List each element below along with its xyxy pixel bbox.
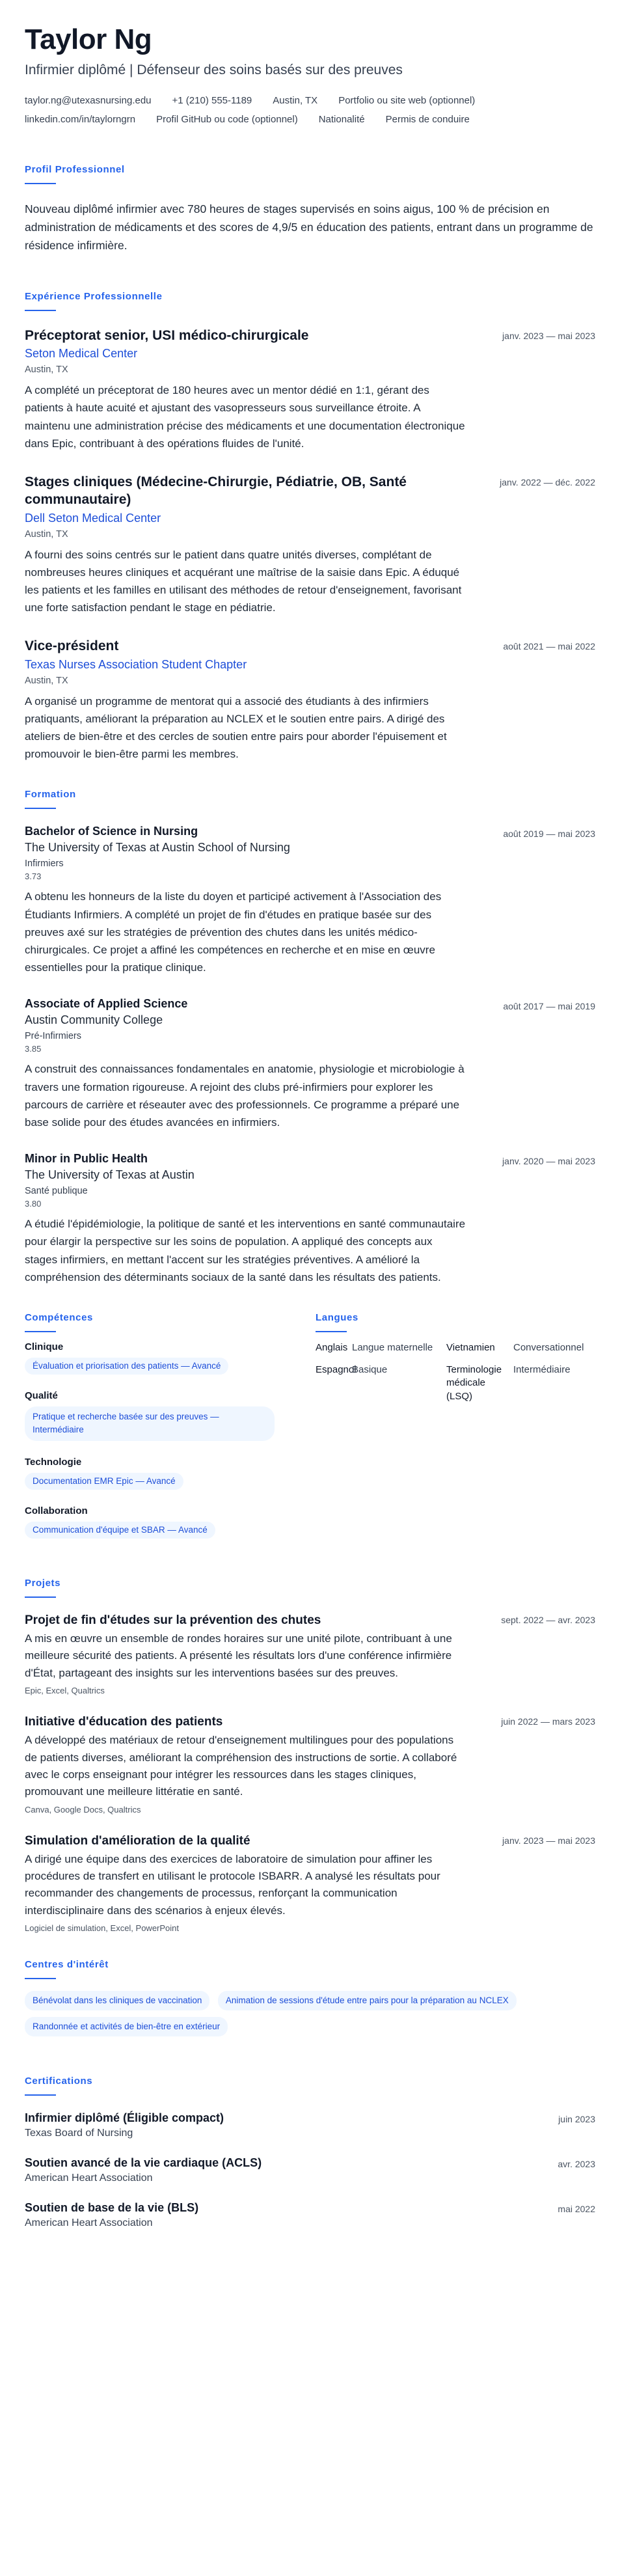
section-divider <box>25 1331 56 1332</box>
school-name: Austin Community College <box>25 1013 163 1027</box>
contact-list <box>25 95 558 125</box>
education-dates: janv. 2020 — mai 2023 <box>502 1156 595 1167</box>
skill-chip: Pratique et recherche basée sur des preuves — Intermédiaire <box>25 1406 275 1441</box>
section-divider <box>25 2094 56 2096</box>
employer-link[interactable]: Seton Medical Center <box>25 347 138 361</box>
section-divider <box>316 1331 347 1332</box>
degree-title: Associate of Applied Science <box>25 997 188 1011</box>
contact-phone[interactable]: +1 (210) 555-1189 <box>172 95 252 106</box>
experience-entry <box>25 473 595 616</box>
study-area: Santé publique <box>25 1186 88 1197</box>
profile-text: Nouveau diplômé infirmier avec 780 heures de stages supervisés en soins aigus, 100 % de précision en administration de médicaments et des scores de 4,9/5 en éducation des patients, entrant dans un programme de résidence infirmière. <box>25 202 593 252</box>
contact-driving-license: Permis de conduire <box>385 114 470 125</box>
certification-name: Infirmier diplômé (Éligible compact) <box>25 2111 224 2125</box>
project-entry <box>25 1613 595 1695</box>
job-dates: janv. 2022 — déc. 2022 <box>500 477 595 488</box>
job-dates: janv. 2023 — mai 2023 <box>502 331 595 341</box>
language-level: Conversationnel <box>513 1341 584 1353</box>
contact-portfolio[interactable]: Portfolio ou site web (optionnel) <box>338 95 476 106</box>
job-title: Préceptorat senior, USI médico-chirurgicale <box>25 328 309 343</box>
experience-entry <box>25 637 595 763</box>
profile-section <box>25 164 595 254</box>
projects-section <box>25 1578 595 1933</box>
certification-issuer: Texas Board of Nursing <box>25 2128 133 2139</box>
study-area: Infirmiers <box>25 858 64 870</box>
job-location: Austin, TX <box>25 528 68 540</box>
language-row <box>316 1363 595 1403</box>
certification-issuer: American Heart Association <box>25 2217 153 2229</box>
section-title: Langues <box>316 1311 358 1323</box>
certification-date: mai 2022 <box>558 2204 595 2215</box>
certification-name: Soutien de base de la vie (BLS) <box>25 2201 199 2215</box>
education-dates: août 2017 — mai 2019 <box>503 1001 595 1012</box>
job-description: A complété un préceptorat de 180 heures avec un mentor dédié en 1:1, gérant des patients à haute acuité et ajustant des vasopresseurs sous surveillance étroite. A maintenu une administration précise des médicaments et une documentation électronique dans Epic, contribuant à des opérations fluides de l'unité. <box>25 384 465 450</box>
education-dates: août 2019 — mai 2023 <box>503 829 595 840</box>
certification-name: Soutien avancé de la vie cardiaque (ACLS) <box>25 2156 262 2170</box>
section-divider <box>25 310 56 311</box>
skills-section <box>25 1312 298 1545</box>
skill-chip: Communication d'équipe et SBAR — Avancé <box>25 1522 215 1539</box>
contact-location: Austin, TX <box>273 95 318 106</box>
certification-date: juin 2023 <box>558 2114 595 2125</box>
interest-chip: Bénévolat dans les cliniques de vaccination <box>25 1991 209 2010</box>
project-title: Projet de fin d'études sur la prévention des chutes <box>25 1613 321 1628</box>
project-description: A mis en œuvre un ensemble de rondes horaires sur une unité pilote, contribuant à une meilleure sécurité des patients. A présenté les résultats lors d'une conférence infirmière d'État, partageant des insights sur les interventions basées sur des preuves. <box>25 1632 452 1679</box>
section-title: Compétences <box>25 1311 93 1323</box>
degree-title: Minor in Public Health <box>25 1152 148 1166</box>
project-description: A dirigé une équipe dans des exercices de laboratoire de simulation pour affiner les procédures de transfert en utilisant le protocole ISBARR. A analysé les résultats pour recommander des changements de processus, renforçant la communication interdisciplinaire dans des scénarios à enjeux élevés. <box>25 1852 440 1917</box>
gpa-value: 3.85 <box>25 1044 42 1054</box>
contact-nationality: Nationalité <box>318 114 365 125</box>
education-entry <box>25 825 595 976</box>
certification-entry <box>25 2111 595 2139</box>
section-divider <box>25 183 56 184</box>
interests-section <box>25 1959 595 2044</box>
job-location: Austin, TX <box>25 675 68 686</box>
education-description: A construit des connaissances fondamentales en anatomie, physiologie et microbiologie à travers une formation rigoureuse. A rejoint des clubs pré-infirmiers pour explorer les parcours de carrière et réseauter avec des professionnels. Ce programme a préparé une base solide pour des études avancées en infirmiers. <box>25 1063 465 1129</box>
project-description: A développé des matériaux de retour d'enseignement multilingues pour des populations de patients diverses, améliorant la compréhension des instructions de sortie. A collaboré avec le corps enseignant pour intégrer les ressources dans les stages cliniques, promouvant une meilleure littératie en santé. <box>25 1734 457 1798</box>
education-entry <box>25 997 595 1131</box>
certification-entry <box>25 2156 595 2184</box>
certification-date: avr. 2023 <box>558 2159 595 2170</box>
section-title: Profil Professionnel <box>25 164 125 175</box>
contact-linkedin[interactable]: linkedin.com/in/taylorngrn <box>25 114 136 125</box>
gpa-value: 3.80 <box>25 1199 42 1209</box>
language-level: Intermédiaire <box>513 1364 571 1376</box>
experience-entry <box>25 327 595 452</box>
skill-group-title: Collaboration <box>25 1505 88 1516</box>
certifications-section <box>25 2076 595 2229</box>
interest-chip: Animation de sessions d'étude entre pairs pour la préparation au NCLEX <box>218 1991 517 2010</box>
project-dates: juin 2022 — mars 2023 <box>501 1716 595 1727</box>
experience-section <box>25 291 595 763</box>
section-divider <box>25 808 56 809</box>
candidate-name: Taylor Ng <box>25 23 152 55</box>
contact-github[interactable]: Profil GitHub ou code (optionnel) <box>156 114 298 125</box>
degree-title: Bachelor of Science in Nursing <box>25 825 198 838</box>
job-title: Vice-président <box>25 638 119 654</box>
project-dates: sept. 2022 — avr. 2023 <box>501 1615 595 1626</box>
language-row <box>316 1341 595 1354</box>
project-dates: janv. 2023 — mai 2023 <box>502 1835 595 1846</box>
language-name: Terminologie médicale (LSQ) <box>446 1364 502 1402</box>
skill-group-title: Qualité <box>25 1390 58 1402</box>
interest-chip: Randonnée et activités de bien-être en extérieur <box>25 2017 228 2036</box>
skill-group-title: Technologie <box>25 1456 82 1468</box>
language-name: Anglais <box>316 1341 348 1353</box>
project-title: Simulation d'amélioration de la qualité <box>25 1833 250 1848</box>
project-entry <box>25 1834 595 1933</box>
language-name: Espagnol <box>316 1364 357 1376</box>
project-tech: Canva, Google Docs, Qualtrics <box>25 1804 141 1815</box>
school-name: The University of Texas at Austin School of Nursing <box>25 841 290 855</box>
education-section <box>25 789 595 1285</box>
school-name: The University of Texas at Austin <box>25 1168 195 1182</box>
section-divider <box>25 1978 56 1979</box>
study-area: Pré-Infirmiers <box>25 1031 82 1042</box>
education-description: A étudié l'épidémiologie, la politique de santé et les interventions en santé communautaire pour élargir la perspective sur les soins de population. A appliqué des concepts aux stages infirmiers, en mettant l'accent sur les stratégies préventives. A amélioré la compréhension des déterminants sociaux de la santé dans les résultats des patients. <box>25 1218 466 1283</box>
project-tech: Logiciel de simulation, Excel, PowerPoint <box>25 1923 180 1933</box>
headline: Infirmier diplômé | Défenseur des soins basés sur des preuves <box>25 62 403 77</box>
job-description: A organisé un programme de mentorat qui a associé des étudiants à des infirmiers pratiquants, améliorant la préparation au NCLEX et le soutien entre pairs. A dirigé des ateliers de bien-être et des cercles de soutien entre pairs pour aborder l'épuisement et promouvoir le bien-être parmi les membres. <box>25 694 447 761</box>
language-level: Basique <box>352 1364 388 1376</box>
section-title: Formation <box>25 789 76 801</box>
education-entry <box>25 1152 595 1286</box>
skill-chip: Évaluation et priorisation des patients — Avancé <box>25 1358 228 1375</box>
skill-group-title: Clinique <box>25 1341 64 1352</box>
section-title: Centres d'intérêt <box>25 1958 109 1970</box>
certification-issuer: American Heart Association <box>25 2172 153 2184</box>
project-title: Initiative d'éducation des patients <box>25 1715 223 1729</box>
language-name: Vietnamien <box>446 1341 495 1353</box>
job-title: Stages cliniques (Médecine-Chirurgie, Pédiatrie, OB, Santé communautaire) <box>25 474 407 508</box>
certification-entry <box>25 2201 595 2229</box>
languages-section <box>316 1312 595 1545</box>
section-title: Projets <box>25 1578 61 1589</box>
skill-chip: Documentation EMR Epic — Avancé <box>25 1473 183 1490</box>
contact-email[interactable]: taylor.ng@utexasnursing.edu <box>25 95 152 106</box>
section-title: Certifications <box>25 2076 93 2087</box>
language-level: Langue maternelle <box>352 1341 433 1353</box>
project-entry <box>25 1715 595 1814</box>
skills-languages-row <box>25 1312 595 1545</box>
employer-link[interactable]: Dell Seton Medical Center <box>25 511 161 525</box>
education-description: A obtenu les honneurs de la liste du doyen et participé activement à l'Association des Étudiants Infirmiers. A complété un projet de fin d'études en pratique basée sur des preuves axé sur les stratégies de prévention des chutes dans les unités médico-chirurgicales. Ce projet a affiné les compétences en recherche et en mise en œuvre essentielles pour la pratique clinique. <box>25 890 442 974</box>
project-tech: Epic, Excel, Qualtrics <box>25 1686 105 1696</box>
job-location: Austin, TX <box>25 364 68 376</box>
section-title: Expérience Professionnelle <box>25 291 163 302</box>
section-divider <box>25 1596 56 1598</box>
job-dates: août 2021 — mai 2022 <box>503 641 595 652</box>
job-description: A fourni des soins centrés sur le patient dans quatre unités diverses, complétant de nombreuses heures cliniques et acquérant une maîtrise de la saisie dans Epic. A éduqué les patients et les familles en utilisant des méthodes de retour d'enseignement, favorisant une forte satisfaction pendant le stage en pédiatrie. <box>25 548 462 614</box>
employer-link[interactable]: Texas Nurses Association Student Chapter <box>25 657 247 671</box>
gpa-value: 3.73 <box>25 871 42 882</box>
